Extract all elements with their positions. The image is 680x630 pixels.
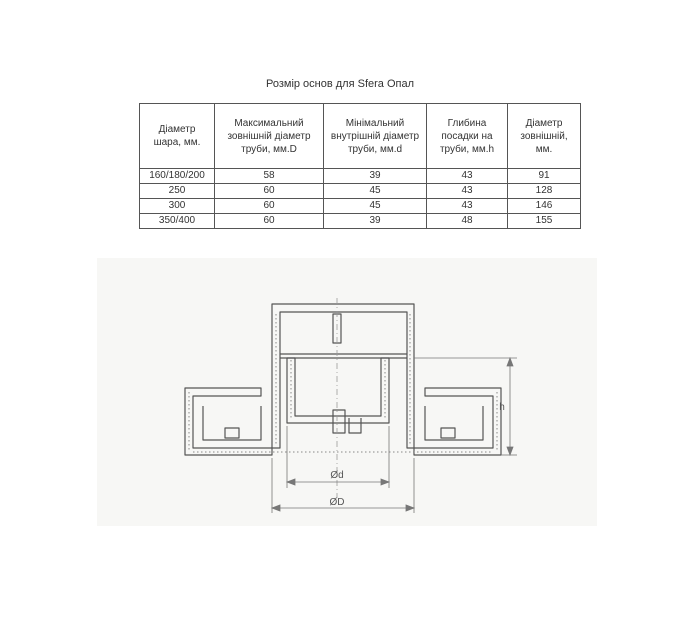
- table-title: Розмір основ для Sfera Опал: [265, 78, 415, 90]
- table-cell: 250: [140, 184, 215, 199]
- dimensions-table: [139, 103, 581, 229]
- header-outer-diameter: Діаметр зовнішній, мм.: [508, 104, 581, 169]
- header-max-outer-pipe-diameter: Максимальний зовнішній діаметр труби, мм.D: [215, 104, 324, 169]
- table-cell: 160/180/200: [140, 169, 215, 184]
- table-row: [140, 184, 581, 199]
- table-cell: 146: [508, 199, 581, 214]
- header-min-inner-pipe-diameter: Мінімальний внутрішній діаметр труби, мм.d: [324, 104, 427, 169]
- table-cell: 45: [324, 184, 427, 199]
- table-cell: 48: [427, 214, 508, 229]
- table-cell: 39: [324, 214, 427, 229]
- table-cell: 300: [140, 199, 215, 214]
- table-cell: 128: [508, 184, 581, 199]
- table-cell: 39: [324, 169, 427, 184]
- table-row: [140, 169, 581, 184]
- table-row: [140, 199, 581, 214]
- table-cell: 58: [215, 169, 324, 184]
- table-cell: 60: [215, 199, 324, 214]
- right-flange-outline: [414, 388, 501, 455]
- upper-cup-outline: [272, 304, 414, 448]
- table-cell: 60: [215, 214, 324, 229]
- table-cell: 91: [508, 169, 581, 184]
- label-h: h: [499, 402, 505, 413]
- inner-cup-outline: [287, 358, 389, 423]
- table-cell: 60: [215, 184, 324, 199]
- base-cross-section-drawing: [97, 258, 597, 526]
- label-D: ØD: [329, 497, 345, 508]
- header-mounting-depth: Глибина посадки на труби, мм.h: [427, 104, 508, 169]
- table-row: [140, 214, 581, 229]
- table-header-row: [140, 104, 581, 169]
- table-cell: 155: [508, 214, 581, 229]
- table-cell: 45: [324, 199, 427, 214]
- table-cell: 350/400: [140, 214, 215, 229]
- header-ball-diameter: Діаметр шара, мм.: [140, 104, 215, 169]
- label-d: Ød: [330, 470, 344, 481]
- table-cell: 43: [427, 184, 508, 199]
- left-flange-outline: [185, 388, 272, 455]
- table-cell: 43: [427, 199, 508, 214]
- table-cell: 43: [427, 169, 508, 184]
